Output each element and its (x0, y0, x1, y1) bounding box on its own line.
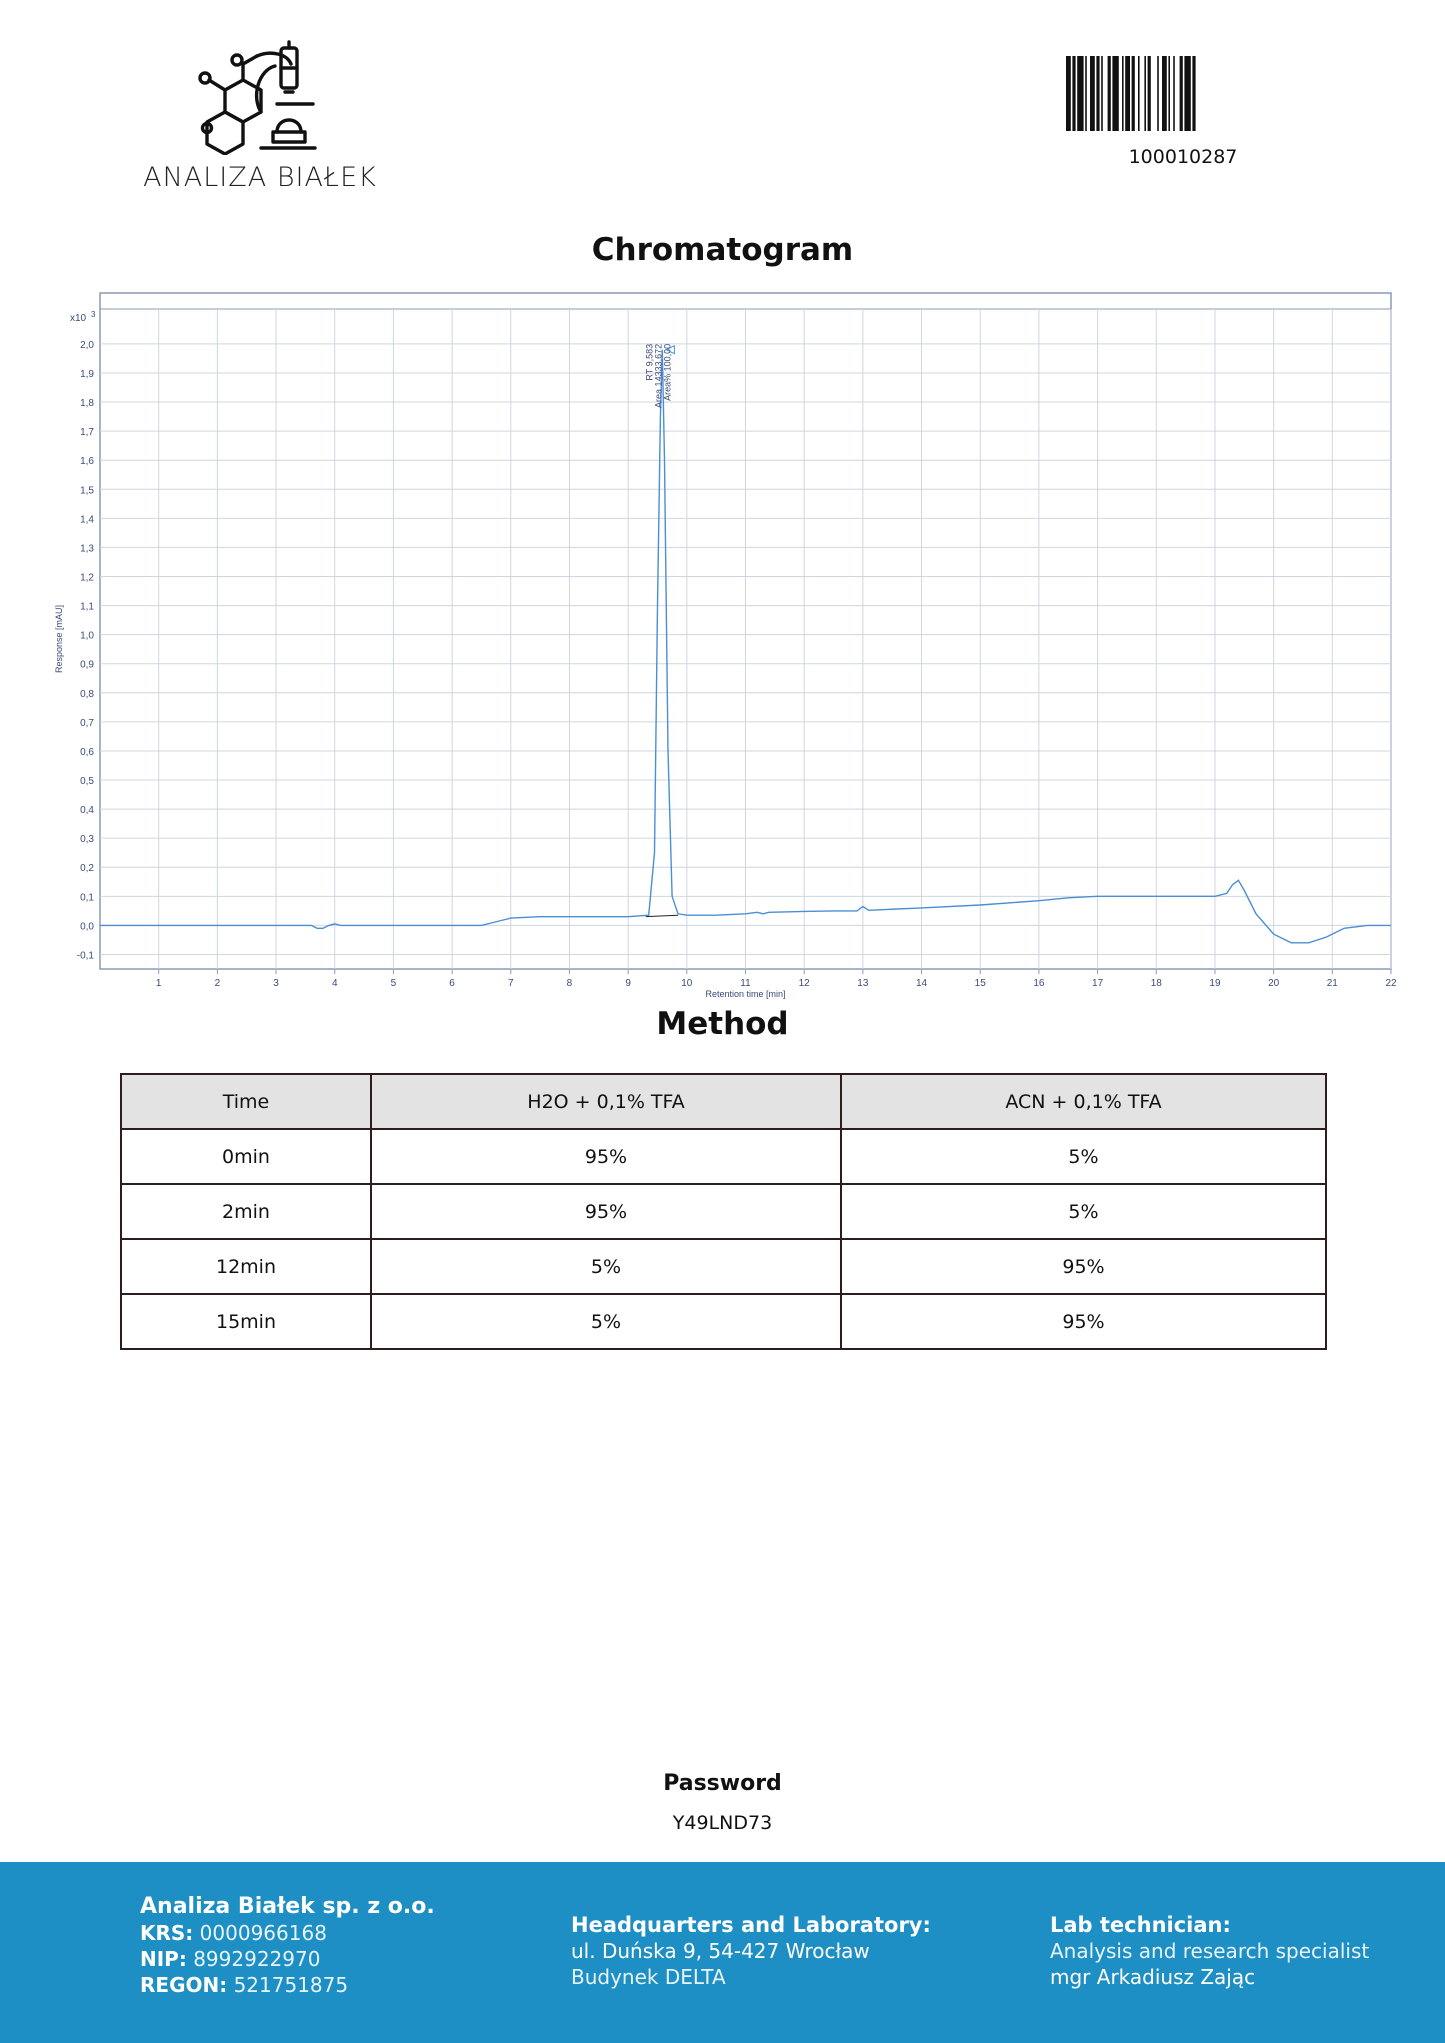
table-row (121, 1184, 1326, 1239)
y-tick-label: 0,3 (80, 834, 94, 846)
x-tick-label: 4 (331, 978, 338, 989)
x-tick-label: 10 (681, 978, 693, 989)
y-tick-label: 1,6 (80, 456, 94, 468)
peak-annotation: RT 9,583 (644, 343, 655, 381)
barcode-bar (1173, 56, 1175, 131)
barcode-bar (1072, 56, 1075, 131)
barcode-bar (1085, 56, 1087, 131)
barcode-bar (1096, 56, 1099, 131)
y-tick-label: 0,4 (80, 805, 94, 817)
table-cell: 12min (121, 1239, 371, 1294)
x-tick-label: 5 (390, 978, 397, 989)
x-tick-label: 11 (740, 978, 751, 989)
table-cell: 5% (371, 1294, 841, 1349)
regon-line (140, 1972, 435, 1998)
y-axis-label: Response [mAU] (54, 604, 64, 674)
table-cell: 5% (841, 1184, 1326, 1239)
y-tick-label: 0,0 (80, 921, 94, 933)
tech-role: Analysis and research specialist (1050, 1939, 1370, 1963)
barcode-bar (1148, 56, 1151, 131)
x-tick-label: 15 (974, 978, 986, 989)
y-tick-label: 1,2 (80, 572, 94, 584)
x-tick-label: 3 (273, 978, 279, 989)
password-value: Y49LND73 (672, 1812, 773, 1834)
hq-address: ul. Duńska 9, 54-427 Wrocław (571, 1939, 870, 1963)
peak-baseline (646, 915, 678, 916)
footer-headquarters (571, 1912, 931, 1990)
nip-label: NIP: (140, 1947, 187, 1971)
nip-line (140, 1946, 435, 1972)
x-tick-label: 18 (1150, 978, 1162, 989)
barcode-icon (1066, 56, 1300, 131)
barcode-bar (1132, 56, 1135, 131)
company-logo (140, 40, 380, 200)
y-tick-label: -0,1 (76, 950, 94, 962)
barcode-bar (1180, 56, 1183, 131)
y-tick-label: 1,5 (80, 485, 94, 497)
hq-title: Headquarters and Laboratory: (571, 1913, 931, 1937)
chart-title: Chromatogram (591, 232, 854, 268)
x-tick-label: 17 (1092, 978, 1104, 989)
column-header-h2o: H2O + 0,1% TFA (371, 1074, 841, 1129)
y-tick-label: 2,0 (80, 339, 94, 351)
table-cell: 15min (121, 1294, 371, 1349)
krs-value: 0000966168 (199, 1921, 327, 1945)
table-cell: 5% (371, 1239, 841, 1294)
barcode-bar (1112, 56, 1118, 131)
regon-label: REGON: (140, 1973, 228, 1997)
password-label: Password (663, 1771, 782, 1796)
barcode-bar (1162, 56, 1167, 131)
barcode-bar (1066, 56, 1071, 131)
barcode-bar (1077, 56, 1083, 131)
nip-value: 8992922970 (193, 1947, 321, 1971)
barcode-bar (1168, 56, 1170, 131)
x-tick-label: 2 (214, 978, 221, 989)
table-cell: 2min (121, 1184, 371, 1239)
x-tick-label: 22 (1385, 978, 1397, 989)
hq-building: Budynek DELTA (571, 1965, 726, 1989)
regon-value: 521751875 (233, 1973, 349, 1997)
x-tick-label: 19 (1209, 978, 1221, 989)
x-tick-label: 13 (857, 978, 869, 989)
barcode-number: 100010287 (1128, 146, 1238, 168)
y-tick-label: 0,5 (80, 776, 94, 788)
table-row (121, 1239, 1326, 1294)
method-title: Method (656, 1006, 789, 1042)
y-tick-label: 1,7 (80, 427, 94, 439)
barcode-bar (1144, 56, 1146, 131)
table-cell: 95% (841, 1294, 1326, 1349)
column-header-time: Time (121, 1074, 371, 1129)
barcode-bar (1184, 56, 1190, 131)
tech-title: Lab technician: (1050, 1913, 1231, 1937)
method-table (120, 1073, 1327, 1350)
table-cell: 95% (371, 1129, 841, 1184)
y-tick-label: 1,0 (80, 630, 94, 642)
krs-line (140, 1920, 435, 1946)
table-header-row (121, 1074, 1326, 1129)
peak-annotation: Area 14333,672 (653, 343, 664, 408)
y-multiplier-label: x10 (70, 313, 87, 324)
table-row (121, 1294, 1326, 1349)
column-header-acn: ACN + 0,1% TFA (841, 1074, 1326, 1129)
y-tick-label: 1,4 (80, 514, 94, 526)
x-tick-label: 8 (566, 978, 573, 989)
barcode-bar (1101, 56, 1103, 131)
y-tick-label: 1,1 (80, 601, 94, 613)
y-tick-label: 0,1 (80, 892, 94, 904)
x-tick-label: 7 (507, 978, 514, 989)
microscope-molecule-logo-icon (195, 40, 325, 155)
footer-lab-technician (1050, 1912, 1369, 1990)
barcode-bar (1108, 56, 1111, 131)
logo-wordmark: ANALIZA BIAŁEK (143, 162, 377, 193)
company-name: Analiza Białek sp. z o.o. (140, 1894, 435, 1919)
y-tick-label: 1,9 (80, 368, 94, 380)
y-tick-label: 0,7 (80, 717, 94, 729)
y-tick-label: 0,8 (80, 688, 94, 700)
x-tick-label: 16 (1033, 978, 1045, 989)
x-tick-label: 6 (449, 978, 455, 989)
y-tick-label: 1,8 (80, 398, 94, 410)
barcode-bar (1192, 56, 1195, 131)
x-tick-label: 21 (1326, 978, 1338, 989)
barcode-bar (1125, 56, 1130, 131)
table-cell: 5% (841, 1129, 1326, 1184)
table-cell: 95% (371, 1184, 841, 1239)
barcode-bar (1090, 56, 1095, 131)
krs-label: KRS: (140, 1921, 194, 1945)
barcode-bar (1122, 56, 1124, 131)
barcode-bar (1138, 56, 1140, 131)
x-tick-label: 9 (625, 978, 631, 989)
x-tick-label: 14 (915, 978, 928, 989)
table-row (121, 1129, 1326, 1184)
x-tick-label: 20 (1268, 978, 1280, 989)
x-tick-label: 12 (798, 978, 810, 989)
table-cell: 0min (121, 1129, 371, 1184)
footer-bar (0, 1862, 1445, 2043)
tech-name: mgr Arkadiusz Zając (1050, 1965, 1256, 1989)
y-multiplier-exponent: 3 (91, 310, 96, 319)
y-tick-label: 0,9 (80, 659, 94, 671)
barcode-bar (1157, 56, 1159, 131)
footer-company-info (140, 1894, 435, 1998)
x-tick-label: 1 (155, 978, 162, 989)
peak-annotation: Area% 100,00 (662, 343, 673, 401)
x-axis-label: Retention time [min] (705, 989, 786, 999)
y-tick-label: 0,2 (80, 863, 94, 875)
y-tick-label: 1,3 (80, 543, 94, 555)
y-tick-label: 0,6 (80, 746, 94, 758)
table-cell: 95% (841, 1239, 1326, 1294)
chromatogram-chart (40, 285, 1405, 1000)
